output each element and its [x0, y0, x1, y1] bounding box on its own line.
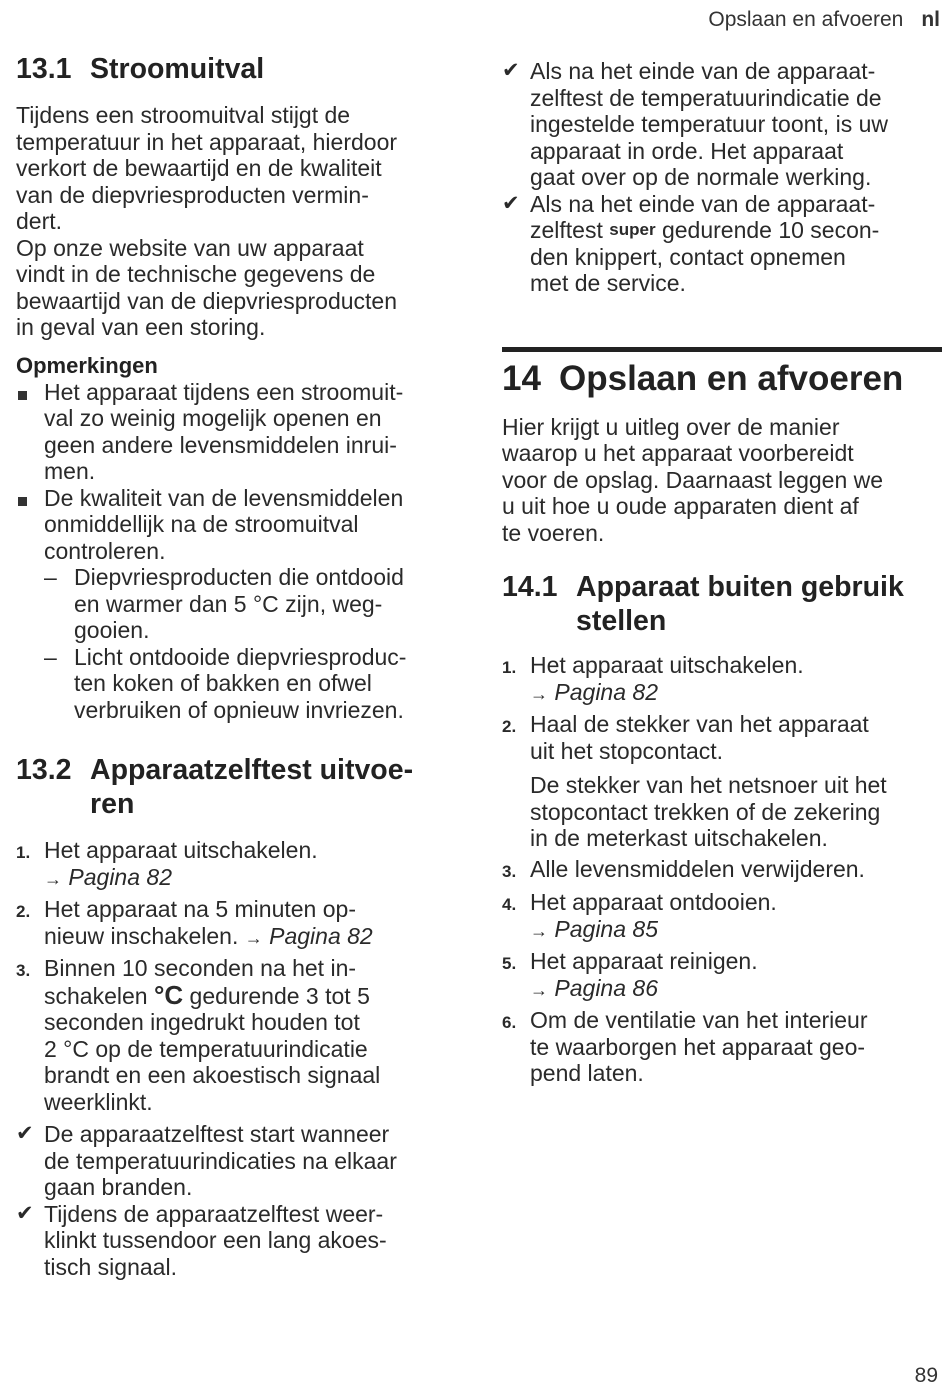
step-number: 1. — [502, 658, 517, 677]
heading-title-line: Apparaat buiten gebruik — [576, 571, 904, 603]
page-link[interactable]: Pagina 82 — [68, 863, 172, 890]
text-line: van de diepvriesproducten vermin- — [16, 181, 369, 208]
arrow-right-icon: → — [530, 920, 548, 941]
arrow-right-icon: → — [530, 979, 548, 1000]
result-item — [16, 1121, 462, 1201]
step-item — [502, 889, 942, 944]
text-line: gaat over op de normale werking. — [530, 164, 872, 190]
check-icon: ✔ — [16, 1201, 34, 1225]
step-item — [16, 896, 462, 951]
heading-14 — [502, 347, 942, 402]
arrow-right-icon: → — [530, 683, 548, 704]
heading-title: Stroomuitval — [90, 53, 265, 85]
check-icon: ✔ — [502, 191, 520, 215]
left-column — [16, 52, 462, 1280]
step-number: 1. — [16, 843, 31, 862]
heading-number: 14 — [502, 358, 541, 398]
text-line: verkort de bewaartijd en de kwaliteit — [16, 155, 382, 181]
text-line: gedurende 10 secon- — [661, 217, 880, 243]
dash-marker: – — [44, 643, 57, 670]
dash-item — [16, 564, 462, 644]
step-text: Het apparaat reinigen. — [530, 948, 758, 974]
text-line: verbruiken of opnieuw invriezen. — [74, 696, 404, 723]
dash-marker: – — [44, 564, 57, 590]
text-line: zelftest de temperatuurindicatie de — [530, 84, 882, 111]
step-item — [16, 955, 462, 1115]
heading-title: Opslaan en afvoeren — [559, 358, 904, 398]
page-link[interactable]: Pagina 82 — [554, 678, 658, 705]
step-number: 2. — [502, 717, 517, 736]
text-line: apparaat in orde. Het apparaat — [530, 137, 844, 164]
step-text: Alle levensmiddelen verwijderen. — [530, 855, 865, 882]
heading-number: 13.2 — [16, 754, 72, 786]
text-line: onmiddellijk na de stroomuitval — [44, 511, 359, 537]
bullet-item — [16, 379, 462, 485]
result-item — [16, 1201, 462, 1281]
square-bullet-icon — [18, 497, 27, 506]
step-number: 3. — [16, 961, 31, 980]
text-line: vindt in de technische gegevens de — [16, 261, 376, 287]
heading-14-1 — [502, 570, 942, 638]
heading-title-line: stellen — [576, 605, 667, 637]
step-item — [502, 652, 942, 707]
text-line: met de service. — [530, 270, 686, 296]
text-line: Als na het einde van de apparaat- — [530, 190, 876, 217]
step-text: Haal de stekker van het apparaat — [530, 711, 869, 737]
page-link[interactable]: Pagina 82 — [269, 922, 373, 949]
heading-number: 14.1 — [502, 571, 558, 603]
running-header — [708, 8, 940, 32]
step-number: 2. — [16, 902, 31, 921]
bullet-item — [16, 485, 462, 565]
step-item — [502, 948, 942, 1003]
step-number: 5. — [502, 954, 517, 973]
step-text: Het apparaat uitschakelen. — [44, 837, 318, 863]
notes-title: Opmerkingen — [16, 352, 158, 378]
step-number: 4. — [502, 895, 517, 914]
text-line: Als na het einde van de apparaat- — [530, 58, 876, 84]
step-text: seconden ingedrukt houden tot — [44, 1009, 360, 1035]
step-text: Het apparaat ontdooien. — [530, 889, 777, 915]
text-line: de temperatuurindicaties na elkaar — [44, 1147, 397, 1174]
text-line: val zo weinig mogelijk openen en — [44, 405, 382, 431]
step-text: Om de ventilatie van het interieur — [530, 1007, 868, 1033]
text-line: ingestelde temperatuur toont, is uw — [530, 111, 888, 137]
step-text: Het apparaat na 5 minuten op- — [44, 896, 356, 922]
heading-13-1 — [16, 52, 462, 86]
step-text: te waarborgen het apparaat geo- — [530, 1033, 866, 1060]
step-text: nieuw inschakelen. — [44, 922, 239, 949]
step-alt-text: in de meterkast uitschakelen. — [530, 825, 828, 851]
text-line: ten koken of bakken en ofwel — [74, 670, 372, 696]
celsius-button-symbol: °C — [153, 979, 184, 1010]
paragraph-intro — [502, 414, 942, 547]
header-title: Opslaan en afvoeren — [708, 8, 904, 31]
header-lang: nl — [921, 8, 940, 31]
text-line: temperatuur in het apparaat, hierdoor — [16, 128, 398, 155]
step-text: schakelen — [44, 982, 148, 1009]
step-item — [16, 837, 462, 892]
step-alt-text: De stekker van het netsnoer uit het — [530, 772, 887, 798]
text-line: Tijdens een stroomuitval stijgt de — [16, 102, 351, 128]
text-line: Tijdens de apparaatzelftest weer- — [44, 1200, 384, 1227]
step-text: 2 °C op de temperatuurindicatie — [44, 1035, 368, 1062]
page-link[interactable]: Pagina 85 — [554, 915, 658, 942]
step-number: 3. — [502, 861, 517, 881]
step-item — [502, 856, 942, 886]
text-line: in geval van een storing. — [16, 314, 266, 340]
text-line: Licht ontdooide diepvriesproduc- — [74, 643, 407, 670]
text-line: klinkt tussendoor een lang akoes- — [44, 1227, 387, 1253]
square-bullet-icon — [18, 391, 27, 400]
text-line: geen andere levensmiddelen inrui- — [44, 431, 397, 458]
result-item — [502, 58, 942, 191]
step-item — [502, 1007, 942, 1087]
check-icon: ✔ — [16, 1122, 34, 1145]
check-icon: ✔ — [502, 59, 520, 82]
step-text: uit het stopcontact. — [530, 737, 724, 764]
step-item — [502, 711, 942, 852]
text-line: dert. — [16, 208, 63, 234]
text-line: den knippert, contact opnemen — [530, 243, 846, 270]
page-link[interactable]: Pagina 86 — [554, 974, 658, 1001]
text-line: u uit hoe u oude apparaten dient af — [502, 493, 859, 519]
page-number: 89 — [914, 1364, 938, 1387]
arrow-right-icon: → — [44, 868, 62, 889]
text-line: Op onze website van uw apparaat — [16, 234, 364, 261]
step-number: 6. — [502, 1013, 517, 1032]
text-line: waarop u het apparaat voorbereidt — [502, 440, 854, 466]
text-line: controleren. — [44, 537, 166, 564]
text-line: gooien. — [74, 617, 150, 643]
text-line: De kwaliteit van de levensmiddelen — [44, 484, 404, 511]
step-text: Het apparaat uitschakelen. — [530, 652, 804, 678]
paragraph-power-failure — [16, 102, 462, 341]
step-text: weerklinkt. — [44, 1088, 153, 1115]
step-text: gedurende 3 tot 5 — [189, 982, 370, 1009]
dash-item — [16, 644, 462, 724]
text-line: tisch signaal. — [44, 1253, 177, 1280]
text-line: Hier krijgt u uitleg over de manier — [502, 413, 840, 440]
result-item — [502, 191, 942, 297]
text-line: voor de opslag. Daarnaast leggen we — [502, 466, 884, 493]
arrow-right-icon: → — [244, 927, 263, 948]
text-line: gaan branden. — [44, 1174, 193, 1200]
text-line: Diepvriesproducten die ontdooid — [74, 564, 404, 590]
step-text: Binnen 10 seconden na het in- — [44, 955, 357, 981]
text-line: zelftest — [530, 217, 603, 243]
heading-number: 13.1 — [16, 53, 72, 85]
text-line: en warmer dan 5 °C zijn, weg- — [74, 590, 383, 617]
heading-title-line: ren — [90, 788, 135, 820]
heading-13-2 — [16, 753, 462, 821]
step-text: pend laten. — [530, 1060, 644, 1086]
step-text: brandt en een akoestisch signaal — [44, 1062, 381, 1088]
step-alt-text: stopcontact trekken of de zekering — [530, 798, 881, 825]
text-line: men. — [44, 458, 96, 484]
text-line: bewaartijd van de diepvriesproducten — [16, 287, 398, 314]
heading-title-line: Apparaatzelftest uitvoe- — [90, 754, 414, 786]
super-button-symbol: super — [609, 220, 656, 239]
text-line: Het apparaat tijdens een stroomuit- — [44, 378, 404, 405]
text-line: te voeren. — [502, 519, 605, 546]
right-column — [502, 58, 942, 1087]
text-line: De apparaatzelftest start wanneer — [44, 1121, 390, 1147]
